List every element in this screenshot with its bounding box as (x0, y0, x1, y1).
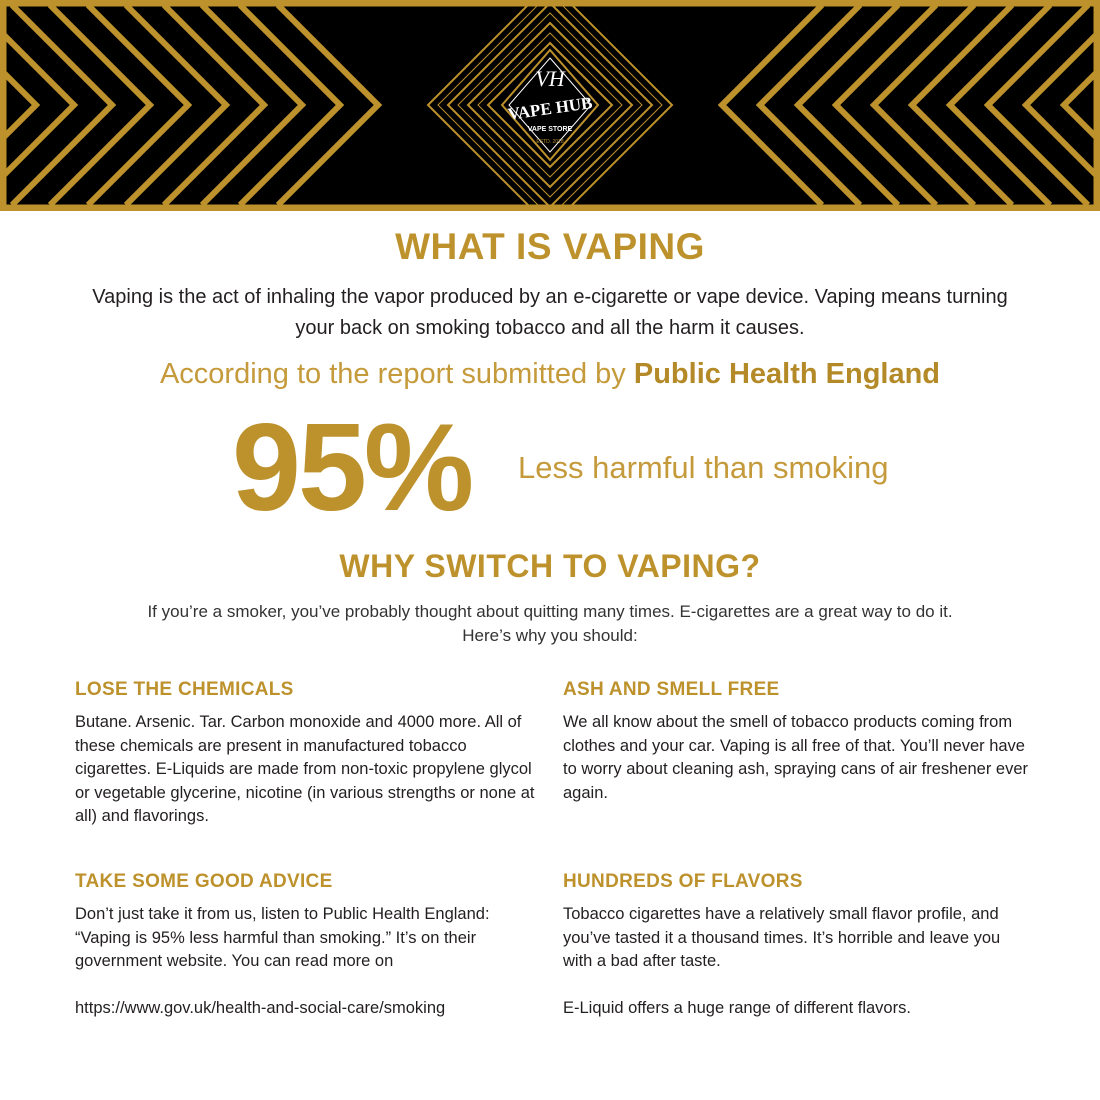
chevron-pattern (0, 0, 1100, 211)
section-body: Tobacco cigarettes have a relatively small flavor profile, and you’ve tasted it a thousand times. It’s horrible and leave you with a bad after taste. (563, 905, 1001, 970)
report-source: Public Health England (633, 358, 941, 390)
intro-line-2: your back on smoking tobacco and all the harm it causes. (295, 317, 805, 339)
section-heading: HUNDREDS OF FLAVORS (563, 871, 803, 892)
intro-line-1: Vaping is the act of inhaling the vapor produced by an e-cigarette or vape device. Vaping means turning (92, 286, 1008, 308)
section-body: Butane. Arsenic. Tar. Carbon monoxide and 4000 more. All of these chemicals are present in manufactured tobacco cigarettes. E-Liquids are made from non-toxic propylene glycol or vegetable glycerine, nicotine (in various strengths or none at all) and flavorings. (75, 713, 535, 825)
section-flavors (563, 871, 1033, 1020)
logo-title: VAPE HUB (506, 93, 594, 124)
logo-monogram: VH (535, 66, 565, 91)
section-heading: TAKE SOME GOOD ADVICE (75, 871, 333, 892)
section-chemicals (75, 679, 545, 829)
why-switch-title: WHY SWITCH TO VAPING? (339, 548, 761, 584)
why-switch-lead (0, 600, 1100, 648)
report-prefix: According to the report submitted by (159, 358, 634, 390)
section-body-2: E-Liquid offers a huge range of different flavors. (563, 998, 911, 1017)
header-banner (0, 0, 1100, 211)
section-good-advice (75, 871, 545, 1020)
lead-line-2: Here’s why you should: (462, 626, 638, 645)
gov-uk-link[interactable]: https://www.gov.uk/health-and-social-care/smoking (75, 998, 446, 1017)
logo-subtitle: VAPE STORE (527, 126, 573, 133)
report-source-line (0, 358, 1100, 391)
what-is-vaping-title: WHAT IS VAPING (395, 226, 705, 267)
lead-line-1: If you’re a smoker, you’ve probably thought about quitting many times. E-cigarettes are a great way to do it. (147, 602, 953, 621)
logo-est: ESTD. 2018 (536, 139, 564, 145)
intro-text (0, 282, 1100, 344)
stat-value: 95% (232, 399, 472, 537)
section-body: We all know about the smell of tobacco products coming from clothes and your car. Vaping is all free of that. You’ll never have to worry about cleaning ash, spraying cans of air freshener ever again. (563, 713, 1028, 802)
section-body: Don’t just take it from us, listen to Public Health England: “Vaping is 95% less harmful than smoking.” It’s on their government website. You can read more on (75, 905, 490, 970)
section-heading: LOSE THE CHEMICALS (75, 679, 294, 700)
section-heading: ASH AND SMELL FREE (563, 679, 780, 700)
stat-label: Less harmful than smoking (518, 450, 889, 485)
section-ash-smell (563, 679, 1033, 805)
